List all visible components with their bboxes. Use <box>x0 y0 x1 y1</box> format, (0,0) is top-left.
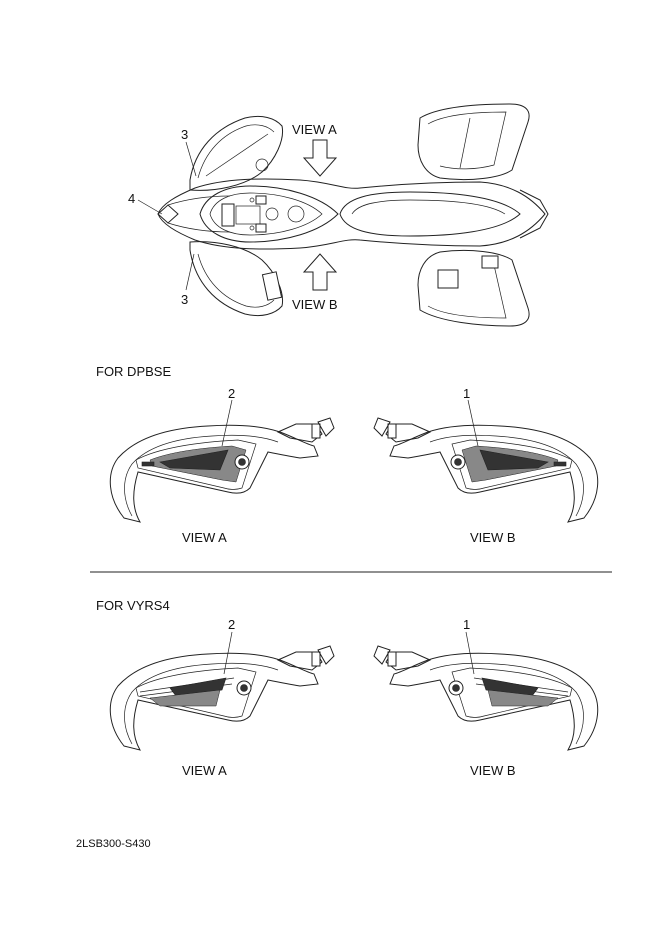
dpbse-callout-1: 1 <box>463 386 471 401</box>
vyrs4-view-a-label: VIEW A <box>182 763 227 778</box>
vyrs4-callout-2: 2 <box>228 617 236 632</box>
vyrs4-callout-1: 1 <box>463 617 471 632</box>
dpbse-view-b-fender <box>374 400 598 522</box>
dpbse-view-b-label: VIEW B <box>470 530 516 545</box>
dpbse-callout-2: 2 <box>228 386 236 401</box>
section-heading-vyrs4: FOR VYRS4 <box>96 598 170 613</box>
section-heading-dpbse: FOR DPBSE <box>96 364 172 379</box>
view-a-arrow-label: VIEW A <box>292 122 337 137</box>
view-b-arrow-label: VIEW B <box>292 297 338 312</box>
vyrs4-view-b-fender <box>374 632 598 750</box>
vyrs4-view-a-fender <box>110 632 334 750</box>
view-b-arrow <box>304 254 336 290</box>
dpbse-view-a-fender <box>110 400 334 522</box>
view-a-arrow <box>304 140 336 176</box>
callout-4: 4 <box>128 191 136 206</box>
vyrs4-view-b-label: VIEW B <box>470 763 516 778</box>
dpbse-view-a-label: VIEW A <box>182 530 227 545</box>
drawing-code: 2LSB300-S430 <box>76 838 151 850</box>
callout-3-lower: 3 <box>181 292 189 307</box>
callout-3-upper: 3 <box>181 127 189 142</box>
atv-top-view <box>138 104 548 326</box>
